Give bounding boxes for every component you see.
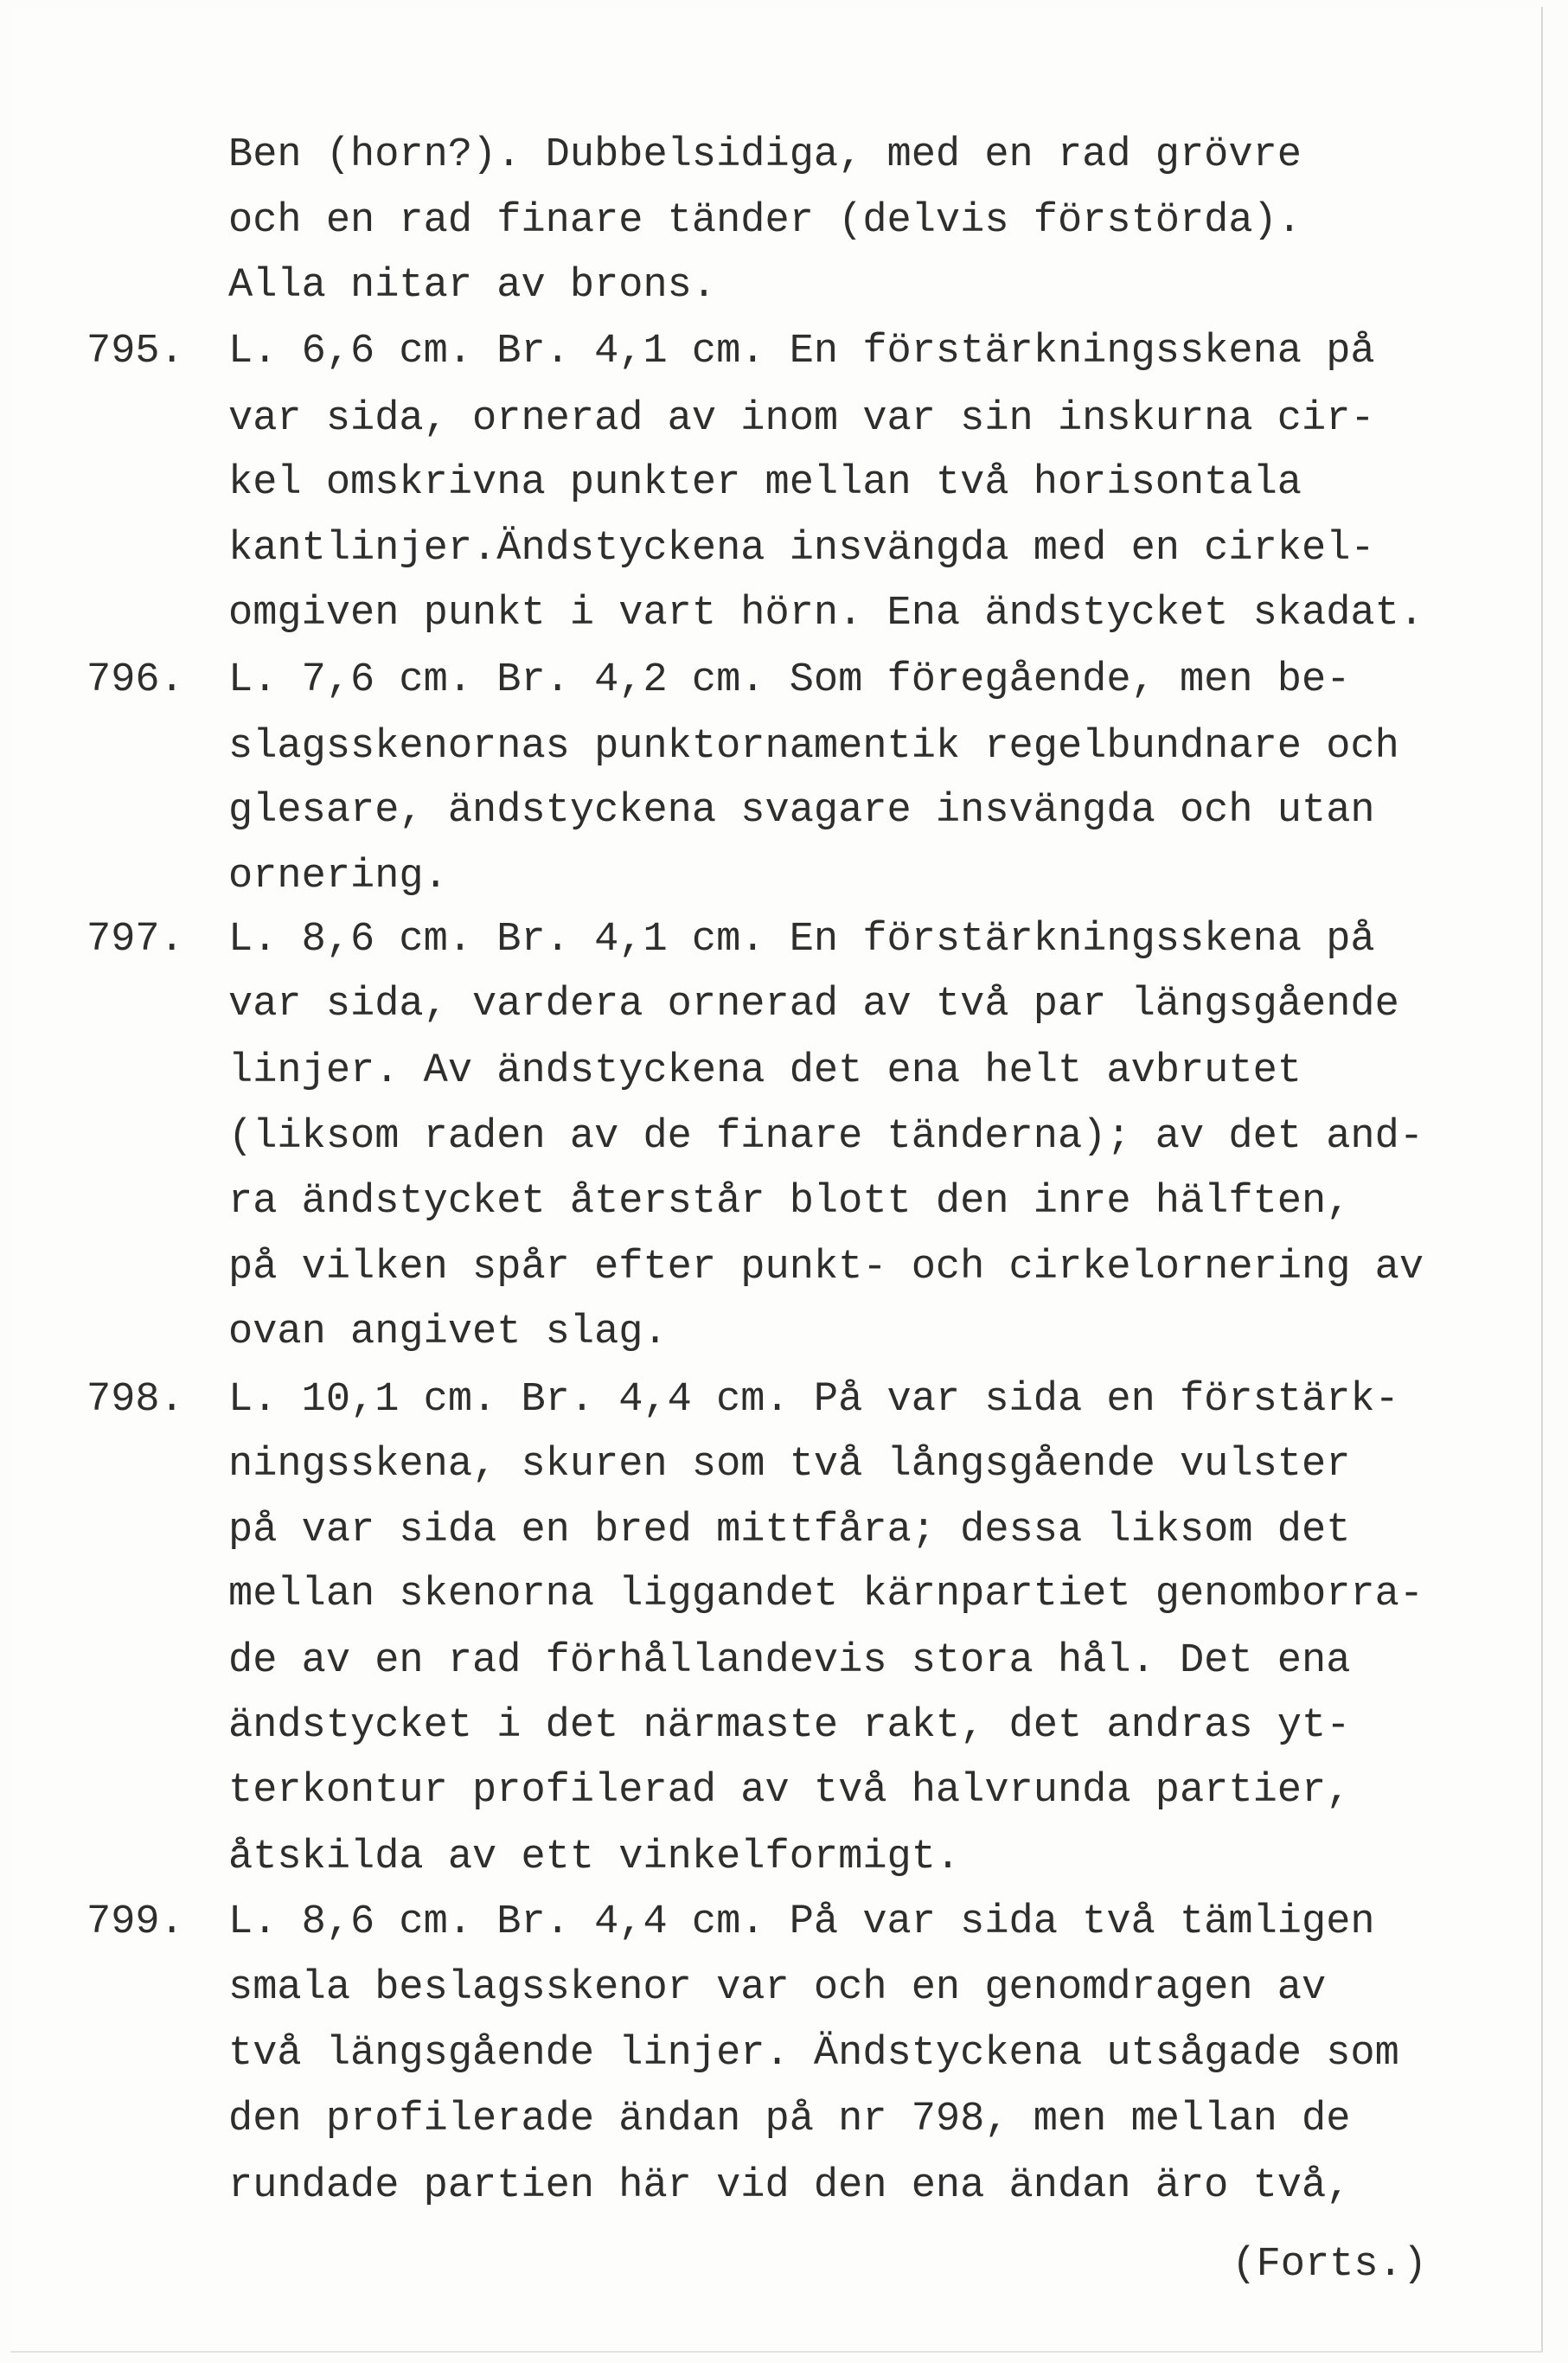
continued-note: (Forts.) — [1232, 2242, 1427, 2288]
line-text: kel omskrivna punkter mellan två horisontala — [228, 460, 1302, 506]
line-text: (liksom raden av de finare tänderna); av det and- — [228, 1114, 1424, 1160]
line-text: på var sida en bred mittfåra; dessa liksom det — [228, 1508, 1351, 1553]
entry-number: 795. — [86, 329, 184, 375]
line-text: på vilken spår efter punkt- och cirkelornering av — [228, 1245, 1424, 1290]
line-text: ändstycket i det närmaste rakt, det andras yt- — [228, 1703, 1351, 1749]
line-text: var sida, vardera ornerad av två par längsgående — [228, 982, 1399, 1028]
line-text: slagsskenornas punktornamentik regelbundnare och — [228, 724, 1399, 770]
line-text: ornering. — [228, 854, 448, 900]
line-text: ningsskena, skuren som två långsgående vulster — [228, 1442, 1351, 1488]
document-page — [10, 7, 1543, 2353]
line-text: linjer. Av ändstyckena det ena helt avbrutet — [228, 1048, 1302, 1094]
line-text: de av en rad förhållandevis stora hål. Det ena — [228, 1638, 1351, 1684]
line-text: två längsgående linjer. Ändstyckena utsågade som — [228, 2031, 1399, 2077]
line-text: L. 10,1 cm. Br. 4,4 cm. På var sida en förstärk- — [228, 1377, 1399, 1423]
line-text: L. 7,6 cm. Br. 4,2 cm. Som föregående, men be- — [228, 657, 1351, 703]
line-text: terkontur profilerad av två halvrunda partier, — [228, 1768, 1351, 1814]
line-text: ovan angivet slag. — [228, 1310, 668, 1355]
line-text: kantlinjer.Ändstyckena insvängda med en cirkel- — [228, 526, 1375, 572]
line-text: åtskilda av ett vinkelformigt. — [228, 1835, 961, 1880]
line-text: och en rad finare tänder (delvis förstörda). — [228, 198, 1302, 244]
entry-number: 798. — [86, 1377, 184, 1423]
line-text: L. 8,6 cm. Br. 4,4 cm. På var sida två tämligen — [228, 1899, 1375, 1945]
line-text: L. 6,6 cm. Br. 4,1 cm. En förstärkningsskena på — [228, 329, 1375, 375]
line-text: L. 8,6 cm. Br. 4,1 cm. En förstärkningsskena på — [228, 917, 1375, 963]
line-text: Ben (horn?). Dubbelsidiga, med en rad grövre — [228, 132, 1302, 178]
line-text: mellan skenorna liggandet kärnpartiet genomborra- — [228, 1572, 1424, 1617]
entry-number: 797. — [86, 917, 184, 963]
line-text: smala beslagsskenor var och en genomdragen av — [228, 1965, 1327, 2011]
line-text: den profilerade ändan på nr 798, men mellan de — [228, 2097, 1351, 2142]
line-text: var sida, ornerad av inom var sin inskurna cir- — [228, 396, 1375, 442]
entry-number: 799. — [86, 1899, 184, 1945]
line-text: Alla nitar av brons. — [228, 263, 717, 309]
line-text: glesare, ändstyckena svagare insvängda och utan — [228, 788, 1375, 834]
line-text: rundade partien här vid den ena ändan äro två, — [228, 2163, 1351, 2209]
line-text: ra ändstycket återstår blott den inre hälften, — [228, 1179, 1351, 1225]
line-text: omgiven punkt i vart hörn. Ena ändstycket skadat. — [228, 591, 1424, 637]
entry-number: 796. — [86, 657, 184, 703]
